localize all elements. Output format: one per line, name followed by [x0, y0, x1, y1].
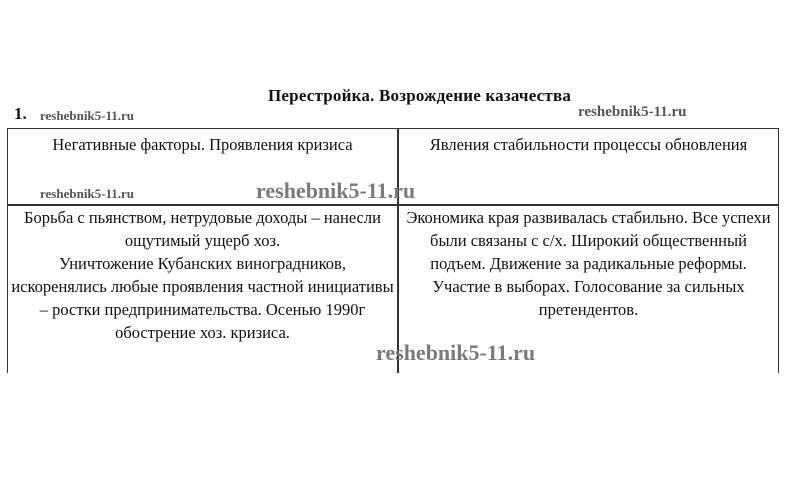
- header-negative-factors: Негативные факторы. Проявления кризиса: [52, 135, 353, 154]
- watermark-mid-center: reshebnik5-11.ru: [256, 178, 416, 203]
- task-number: 1.: [14, 104, 27, 123]
- column-divider: [397, 129, 399, 373]
- document-title: Перестройка. Возрождение казачества: [268, 86, 572, 105]
- watermark-top-right: reshebnik5-11.ru: [578, 104, 687, 120]
- watermark-bottom-center: reshebnik5-11.ru: [376, 340, 536, 365]
- header-stability-phenomena: Явления стабильности процессы обновления: [429, 135, 748, 154]
- cell-negative-factors: Борьба с пьянством, нетрудовые доходы – нанесли ощутимый ущерб хоз. Уничтожение Кубанских виноградников, искоренялись любые проявления частной инициативы – ростки предпринимательства. Осенью 1990г обострение хоз. кризиса.: [11, 208, 394, 342]
- comparison-table: [7, 128, 779, 373]
- watermark-mid-left: reshebnik5-11.ru: [40, 186, 135, 201]
- watermark-top-left: reshebnik5-11.ru: [40, 108, 135, 123]
- cell-stability-phenomena: Экономика края развивалась стабильно. Все успехи были связаны с с/х. Широкий общественный подъем. Движение за радикальные реформы. Участие в выборах. Голосование за сильных претендентов.: [406, 208, 771, 319]
